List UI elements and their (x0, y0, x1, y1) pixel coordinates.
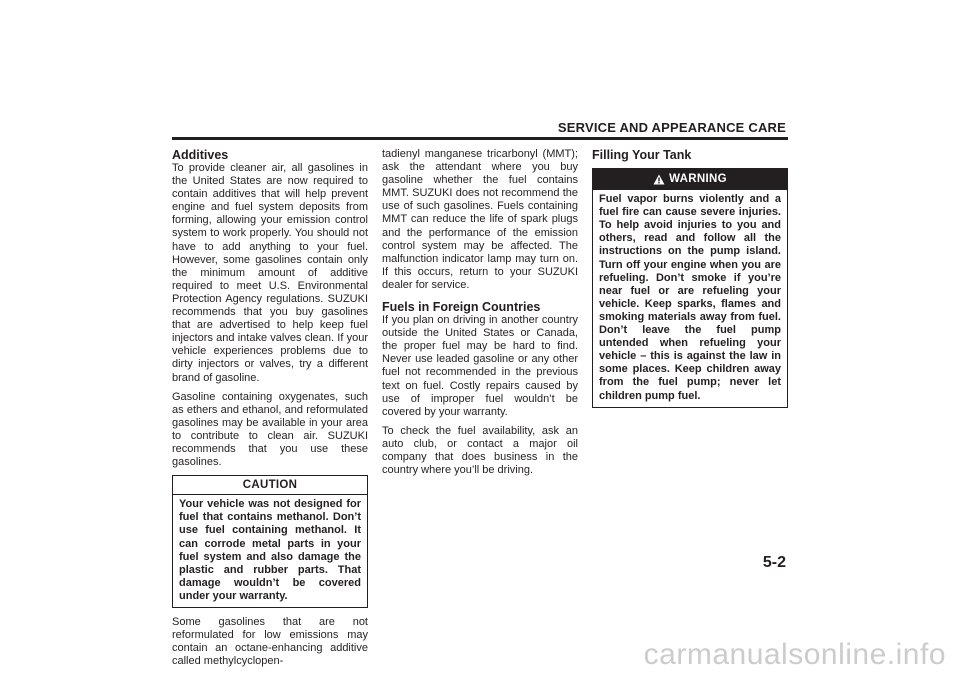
warning-title: WARNING (669, 173, 727, 185)
additives-heading: Additives (172, 148, 229, 162)
column-1 (172, 148, 368, 674)
section-title: SERVICE AND APPEARANCE CARE (557, 120, 786, 135)
caution-text: Your vehicle was not designed for fuel that contains methanol. Don’t use fuel containing methanol. It can corrode metal parts in your fuel system and also damage the plastic and rubber parts. That damage wouldn’t be covered under your warranty. (179, 498, 361, 602)
column-2 (382, 148, 578, 483)
caution-title: CAUTION (173, 476, 367, 495)
caution-box (172, 475, 368, 608)
warning-box (592, 168, 788, 408)
foreign-fuels-paragraph-1: If you plan on driving in another country outside the United States or Canada, the proper fuel may be hard to find. Never use leaded gasoline or any other fuel not recommended in the previous text on fuel. Costly repairs caused by use of improper fuel wouldn’t be covered by your warranty. (382, 314, 578, 418)
watermark-text: carmanualsonline.info (643, 638, 946, 671)
filling-tank-heading: Filling Your Tank (592, 148, 692, 162)
column-3 (592, 148, 788, 416)
warning-triangle-icon (653, 174, 665, 185)
foreign-fuels-heading: Fuels in Foreign Countries (382, 300, 541, 315)
page-number: 5-2 (762, 554, 786, 571)
additives-paragraph-3: Some gasolines that are not reformulated for low emissions may contain an octane-enhancing additive called methylcyclopen- (172, 616, 368, 668)
mmt-paragraph: tadienyl manganese tricarbonyl (MMT); ask the attendant where you buy gasoline whether the fuel contains MMT. SUZUKI does not recommend the use of such gasolines. Fuels containing MMT can reduce the life of spark plugs and the performance of the emission control system may be affected. The malfunction indicator lamp may turn on. If this occurs, return to your SUZUKI dealer for service. (382, 148, 578, 291)
warning-header (593, 169, 787, 190)
foreign-fuels-paragraph-2: To check the fuel availability, ask an auto club, or contact a major oil company that does business in the country where you’ll be driving. (382, 424, 578, 477)
additives-paragraph-1: To provide cleaner air, all gasolines in the United States are now required to contain additives that will help prevent engine and fuel system deposits from forming, allowing your emission control system to work properly. You should not have to add anything to your fuel. However, some gasolines contain only the minimum amount of additive required to meet U.S. Environmental Protection Agency regulations. SUZUKI recommends that you buy gasolines that are advertised to help keep fuel injectors and intake valves clean. If your vehicle experiences problems due to dirty injectors or valves, try a different brand of gasoline. (172, 162, 368, 384)
warning-text: Fuel vapor burns violently and a fuel fire can cause severe injuries. To help avoid injuries to you and others, read and follow all the instructions on the pump island. Turn off your engine when you are refueling. Don’t smoke if you’re near fuel or are refueling your vehicle. Keep sparks, flames and smoking materials away from fuel. Don’t leave the fuel pump untended when refueling your vehicle – this is against the law in some places. Keep children away from the fuel pump; never let children pump fuel. (599, 193, 781, 402)
additives-paragraph-2: Gasoline containing oxygenates, such as ethers and ethanol, and reformulated gasolines may be available in your area to contribute to clean air. SUZUKI recommends that you use these gasolines. (172, 390, 368, 469)
header-rule (172, 137, 788, 140)
